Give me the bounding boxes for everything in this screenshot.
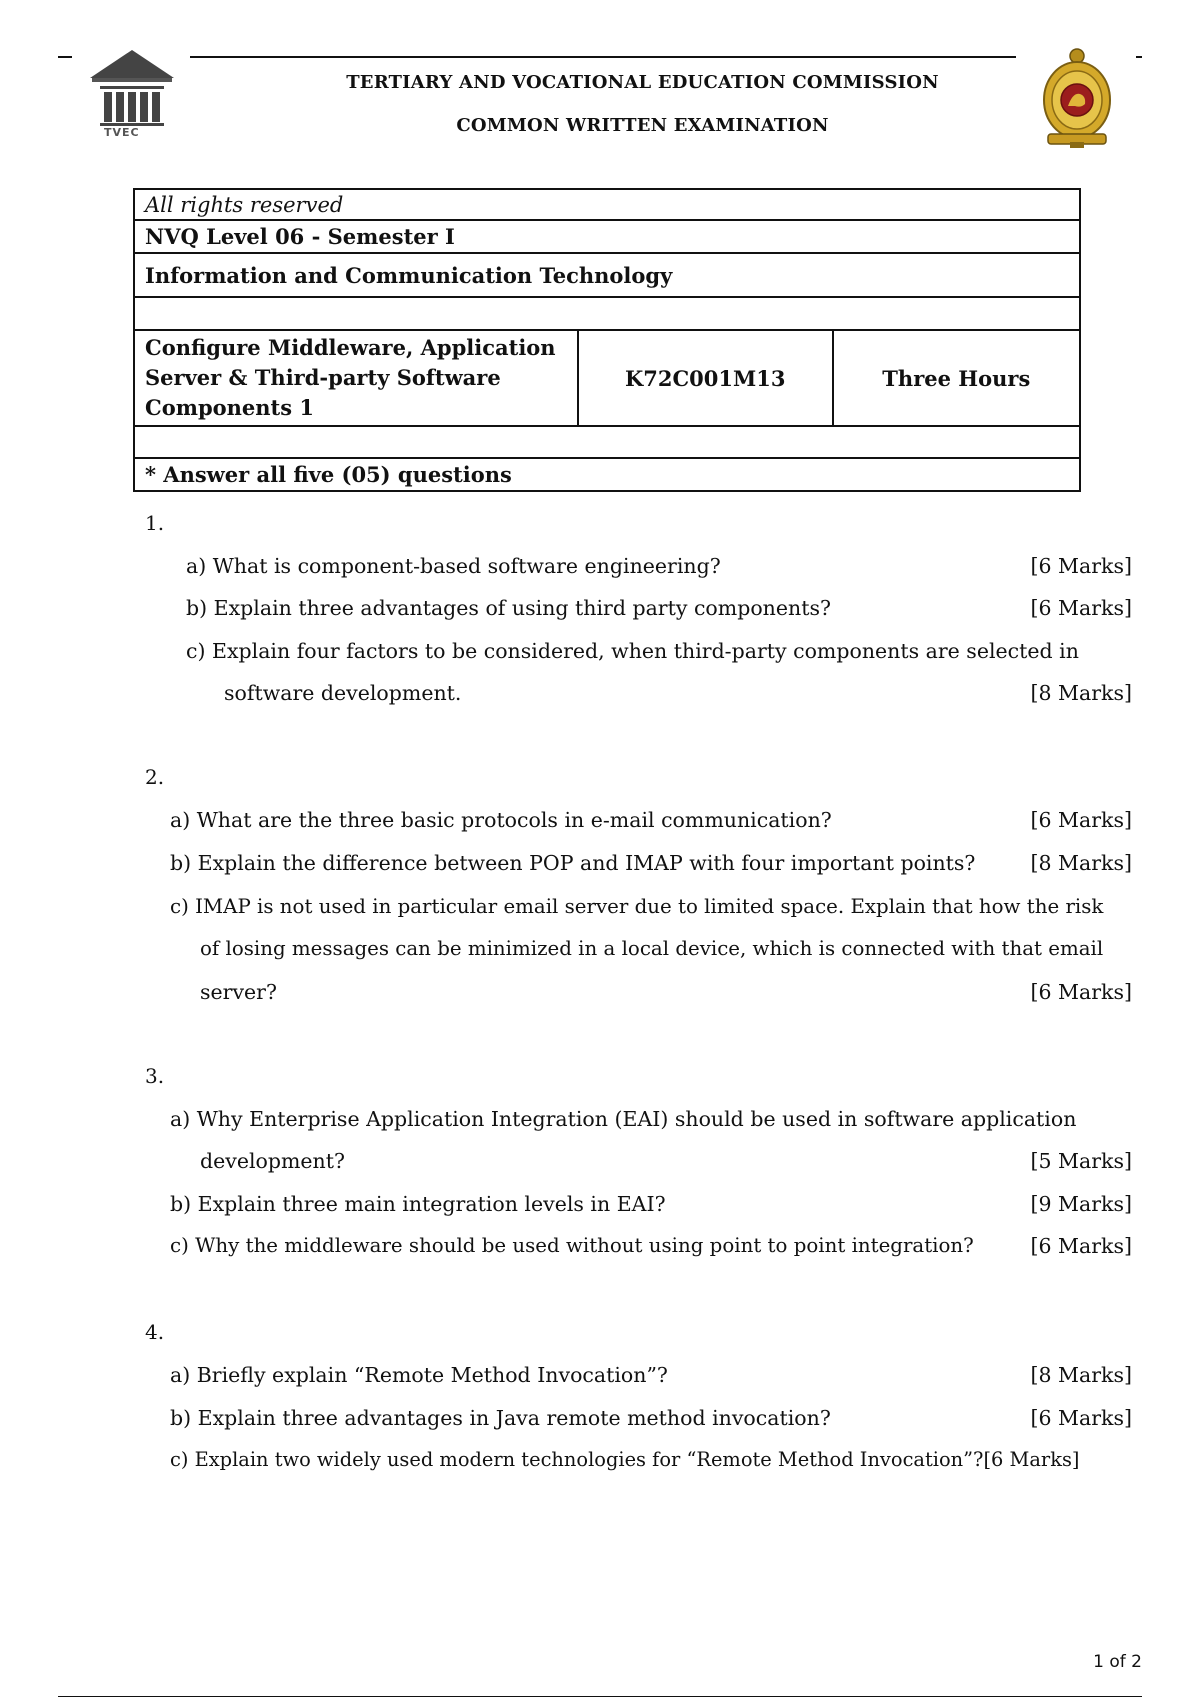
tvec-logo-text: TVEC xyxy=(104,126,140,139)
top-rule-right xyxy=(1136,56,1142,58)
q4-part-a: a) Briefly explain “Remote Method Invocation”? xyxy=(170,1363,668,1387)
org-title: TERTIARY AND VOCATIONAL EDUCATION COMMISSION xyxy=(346,72,939,93)
q2-part-c-line-2: of losing messages can be minimized in a local device, which is connected with that email xyxy=(200,937,1104,960)
rights-cell: All rights reserved xyxy=(134,189,1080,220)
instruction-cell: * Answer all five (05) questions xyxy=(134,458,1080,491)
q3-part-a-marks: [5 Marks] xyxy=(1030,1149,1132,1173)
level-cell: NVQ Level 06 - Semester I xyxy=(134,220,1080,253)
q3-part-a-line-2: development? xyxy=(200,1149,345,1173)
q2-part-c-marks: [6 Marks] xyxy=(1030,980,1132,1004)
q1-part-b-marks: [6 Marks] xyxy=(1030,596,1132,620)
q3-part-b: b) Explain three main integration levels in EAI? xyxy=(170,1192,666,1216)
empty-row xyxy=(134,297,1080,330)
q4-part-b: b) Explain three advantages in Java remote method invocation? xyxy=(170,1406,831,1430)
top-rule xyxy=(190,56,1016,58)
q4-part-b-marks: [6 Marks] xyxy=(1030,1406,1132,1430)
question-3-number: 3. xyxy=(145,1064,165,1088)
q1-part-b: b) Explain three advantages of using third party components? xyxy=(186,596,831,620)
q1-part-c-marks: [8 Marks] xyxy=(1030,681,1132,705)
page-number: 1 of 2 xyxy=(1093,1652,1142,1672)
q3-part-c: c) Why the middleware should be used without using point to point integration? xyxy=(170,1234,974,1257)
q2-part-c-line-1: c) IMAP is not used in particular email server due to limited space. Explain that how the risk xyxy=(170,895,1104,918)
exam-info-table xyxy=(133,188,1081,492)
q2-part-c-line-3: server? xyxy=(200,980,277,1004)
q4-part-c: c) Explain two widely used modern technologies for “Remote Method Invocation”?[6 Marks] xyxy=(170,1448,1080,1471)
q2-part-a-marks: [6 Marks] xyxy=(1030,808,1132,832)
bottom-rule xyxy=(58,1696,1142,1697)
module-line-2: Server & Third-party Software xyxy=(145,365,501,390)
question-2-number: 2. xyxy=(145,765,165,789)
q1-part-a: a) What is component-based software engineering? xyxy=(186,554,721,578)
q2-part-b-marks: [8 Marks] xyxy=(1030,851,1132,875)
top-rule-left xyxy=(58,56,72,58)
module-line-1: Configure Middleware, Application xyxy=(145,335,556,360)
exam-title: COMMON WRITTEN EXAMINATION xyxy=(456,115,829,136)
module-cell xyxy=(134,330,578,426)
q3-part-c-marks: [6 Marks] xyxy=(1030,1234,1132,1258)
q1-part-c-line-2: software development. xyxy=(224,681,462,705)
sri-lanka-emblem xyxy=(1040,48,1114,150)
q3-part-a-line-1: a) Why Enterprise Application Integration (EAI) should be used in software application xyxy=(170,1107,1077,1131)
duration-cell: Three Hours xyxy=(833,330,1080,426)
q4-part-a-marks: [8 Marks] xyxy=(1030,1363,1132,1387)
module-code-cell: K72C001M13 xyxy=(578,330,833,426)
question-4-number: 4. xyxy=(145,1320,165,1344)
module-line-3: Components 1 xyxy=(145,395,314,420)
q1-part-c-line-1: c) Explain four factors to be considered, when third-party components are selected in xyxy=(186,639,1079,663)
empty-row-2 xyxy=(134,426,1080,458)
field-cell: Information and Communication Technology xyxy=(134,253,1080,297)
question-1-number: 1. xyxy=(145,511,165,535)
q1-part-a-marks: [6 Marks] xyxy=(1030,554,1132,578)
q2-part-a: a) What are the three basic protocols in e-mail communication? xyxy=(170,808,832,832)
q3-part-b-marks: [9 Marks] xyxy=(1030,1192,1132,1216)
q2-part-b: b) Explain the difference between POP and IMAP with four important points? xyxy=(170,851,976,875)
